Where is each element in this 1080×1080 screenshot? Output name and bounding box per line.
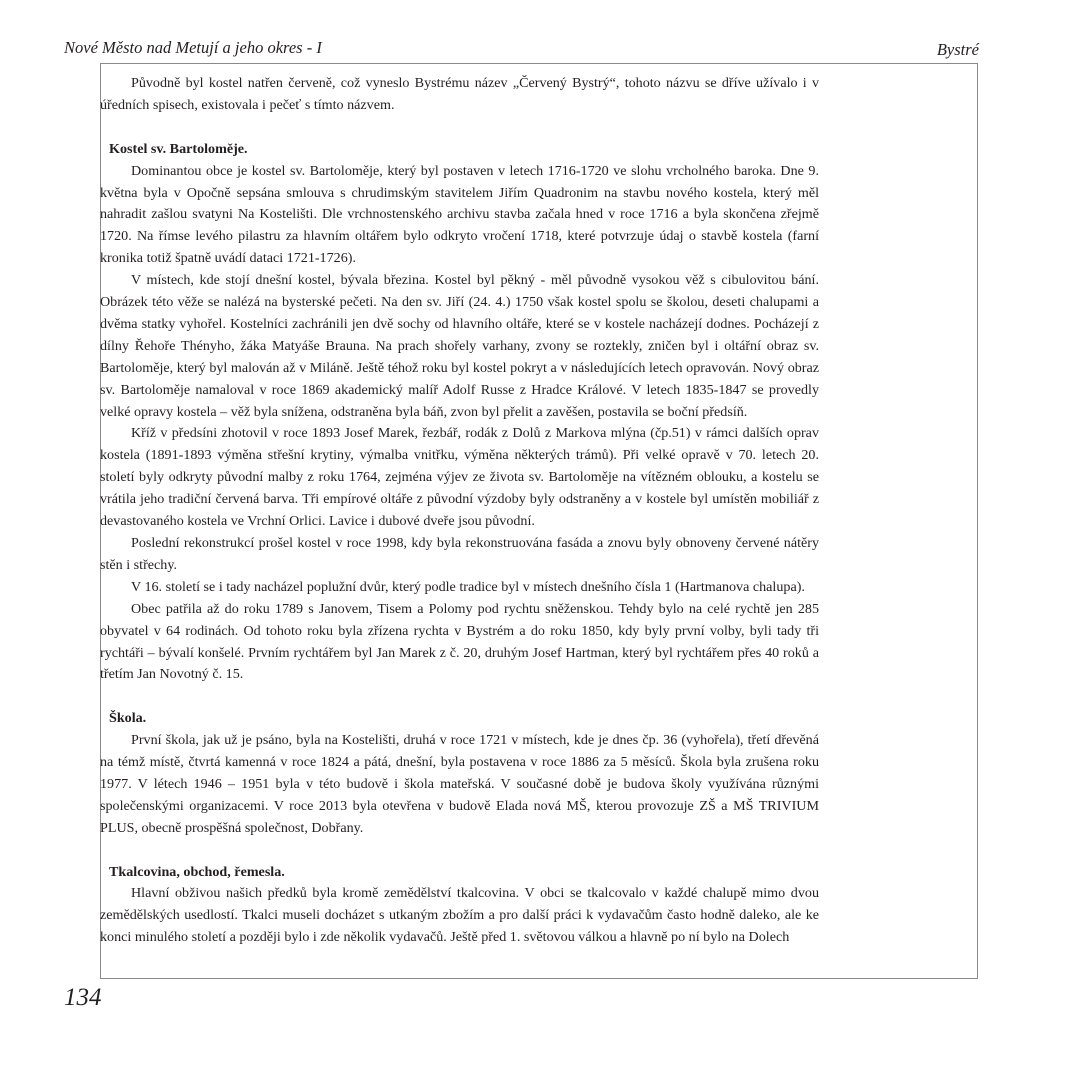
section-spacer [100,840,819,862]
church-paragraph: Obec patřila až do roku 1789 s Janovem, Tisem a Polomy pod rychtu sněženskou. Tehdy bylo na celé rychtě jen 285 obyvatel v 64 rodinách. Od tohoto roku byla zřízena rychta v Bystrém a do roku 1850, kdy byly první volby, byli tady tři rychtáři – bývalí konšelé. Prvním rychtářem byl Jan Marek z č. 20, druhým Josef Hartman, který byl rychtářem přes 40 roků a třetím Jan Novotný č. 15. [100,600,819,683]
section-spacer [100,686,819,708]
church-paragraph: Poslední rekonstrukcí prošel kostel v roce 1998, kdy byla rekonstruována fasáda a znovu byly obnoveny červené nátěry stěn i střechy. [100,535,819,573]
school-paragraph: První škola, jak už je psáno, byla na Kostelišti, druhá v roce 1721 v místech, kde je dnes čp. 36 (vyhořela), třetí dřevěná na témž místě, čtvrtá kamenná v roce 1824 a pátá, dnešní, byla postavena v roce 1886 za 5 měsíců. Škola byla zrušena roku 1977. V létech 1946 – 1951 byla v této budově i škola mateřská. V současné době je budova školy využívána různými společenskými organizacemi. V roce 2013 byla otevřena v budově Elada nová MŠ, kterou provozuje ZŠ a MŠ TRIVIUM PLUS, obecně prospěšná společnost, Dobřany. [100,732,819,836]
intro-paragraph: Původně byl kostel natřen červeně, což vyneslo Bystrému název „Červený Bystrý“, tohoto názvu se dříve užívalo i v úředních spisech, existovala i pečeť s tímto názvem. [100,75,819,113]
weaving-heading: Tkalcovina, obchod, řemesla. [109,863,285,880]
section-spacer [100,117,819,139]
weaving-paragraph: Hlavní obživou našich předků byla kromě zemědělství tkalcovina. V obci se tkalcovalo v každé chalupě mimo dvou zemědělských usedlostí. Tkalci museli docházet s utkaným zbožím a pro další práci k vydavačům často hodně daleko, ale ke konci minulého století a později bylo i zde několik vydavačů. Ještě před 1. světovou válkou a hlavně po ní bylo na Dolech [100,885,819,946]
church-paragraph: Kříž v předsíni zhotovil v roce 1893 Josef Marek, řezbář, rodák z Dolů z Markova mlýna (čp.51) v rámci dalších oprav kostela (1891-1893 výměna střešní krytiny, výmalba vnitřku, výměna některých trámů). Při velké opravě v 70. letech 20. století byly odkryty původní malby z roku 1764, zejména výjev ze života sv. Bartoloměje na vítězném oblouku, a kostelu se vrátila jeho tradiční červená barva. Tři empírové oltáře z původní výzdoby byly odstraněny a v kostele byl umístěn mobiliář z devastovaného kostela ve Vrchní Orlici. Lavice i dubové dveře jsou původní. [100,425,819,530]
church-heading: Kostel sv. Bartoloměje. [109,140,248,157]
church-paragraph: V 16. století se i tady nacházel poplužní dvůr, který podle tradice byl v místech dnešního čísla 1 (Hartmanova chalupa). [131,578,805,595]
church-paragraph: V místech, kde stojí dnešní kostel, bývala březina. Kostel byl pěkný - měl původně vysokou věž s cibulovitou bání. Obrázek této věže se nalézá na bysterské pečeti. Na den sv. Jiří (24. 4.) 1750 však kostel spolu se školou, deseti chalupami a dvěma statky vyhořel. Kostelníci zachránili jen dvě sochy od hlavního oltáře, které se v kostele nacházejí dodnes. Pocházejí z dílny Řehoře Thényho, žáka Matyáše Brauna. Na prach shořely varhany, zvony se roztekly, zničen byl i oltářní obraz sv. Bartoloměje, který byl malován až v Miláně. Ještě téhož roku byl kostel pokryt a v následujících letech opravován. Nový obraz sv. Bartoloměje namaloval v roce 1869 akademický malíř Adolf Russe z Hradce Králové. V letech 1835-1847 se provedly velké opravy kostela – věž byla snížena, odstraněna byla báň, zvon byl přelit a zavěšen, postavila se boční předsíň. [100,272,819,420]
church-paragraph: Dominantou obce je kostel sv. Bartoloměje, který byl postaven v letech 1716-1720 ve slohu vrcholného baroka. Dne 9. května byla v Opočně sepsána smlouva s chrudimským stavitelem Jiřím Quadronim na stavbu nového kostela, který měl nahradit zašlou svatyni Na Kostelišti. Dle vrchnostenského archivu stavba začala hned v roce 1716 a byla skončena zřejmě 1720. Na římse levého pilastru za hlavním oltářem bylo odkryto vročení 1718, které potvrzuje údaj o stavbě kostela (farní kronika totiž špatně uvádí dataci 1721-1726). [100,162,819,267]
running-header-title: Nové Město nad Metují a jeho okres - I [64,38,322,57]
page-body [100,73,819,949]
page-number: 134 [64,984,102,1011]
school-heading: Škola. [109,710,147,727]
running-header-section: Bystré [936,40,979,59]
